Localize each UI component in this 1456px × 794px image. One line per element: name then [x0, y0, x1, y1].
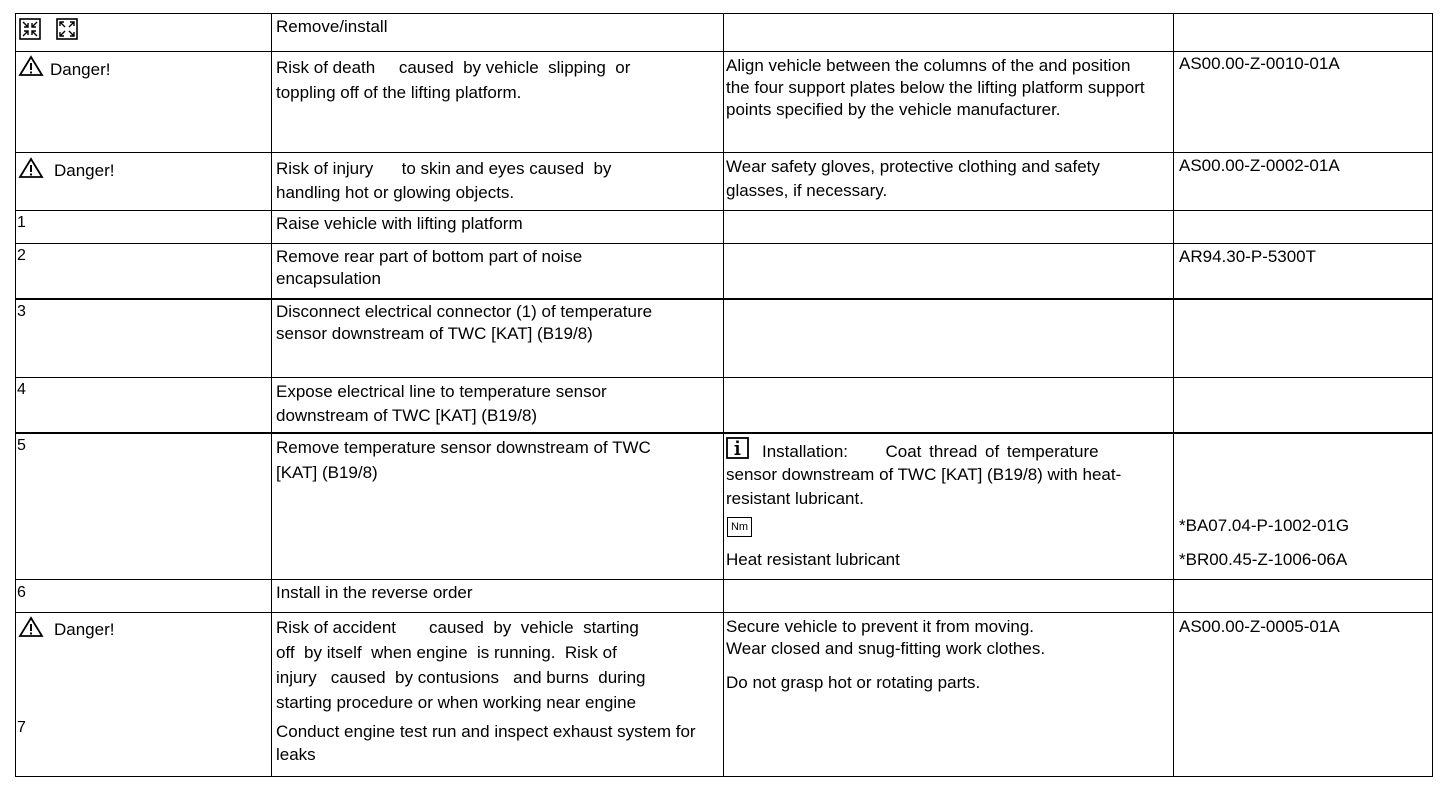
step-number: 3: [17, 303, 26, 320]
step-number: 7: [17, 719, 26, 736]
install-icon: [56, 18, 78, 40]
row-divider: [15, 13, 1433, 14]
description-line: Risk of injury to skin and eyes caused by: [276, 159, 612, 178]
description-line: handling hot or glowing objects.: [276, 183, 515, 202]
header-title: Remove/install: [276, 17, 388, 36]
row-divider: [15, 51, 1433, 52]
row-divider: [15, 243, 1433, 244]
danger-label: Danger!: [54, 161, 115, 180]
danger-description: [276, 55, 696, 105]
warning-triangle-icon: [18, 616, 44, 638]
step-number: 4: [17, 381, 26, 398]
reference-link[interactable]: *BA07.04-P-1002-01G: [1179, 516, 1350, 535]
description-line: toppling off of the lifting platform.: [276, 83, 522, 102]
step-number: 1: [17, 214, 26, 231]
description-line: injury caused by contusions and burns during: [276, 668, 646, 687]
danger-action: Wear closed and snug-fitting work clothes.: [726, 639, 1046, 658]
row-divider: [15, 210, 1433, 211]
step-description: Remove rear part of bottom part of noise encapsulation: [276, 247, 583, 288]
table-border-bottom: [15, 776, 1433, 777]
danger-action: Secure vehicle to prevent it from moving.: [726, 617, 1035, 636]
reference-link[interactable]: *BR00.45-Z-1006-06A: [1179, 550, 1348, 569]
description-line: Risk of accident caused by vehicle starting: [276, 618, 639, 637]
lubricant-label: Heat resistant lubricant: [726, 550, 900, 569]
danger-description: [276, 615, 706, 715]
step-number: 2: [17, 247, 26, 264]
column-divider: [271, 13, 272, 777]
row-divider: [15, 298, 1433, 300]
danger-label: Danger!: [54, 620, 115, 639]
reference-link[interactable]: AS00.00-Z-0005-01A: [1179, 617, 1340, 636]
danger-description: [276, 157, 696, 205]
description-line: Risk of death caused by vehicle slipping or: [276, 58, 631, 77]
torque-icon: Nm: [727, 517, 752, 537]
reference-link[interactable]: AS00.00-Z-0010-01A: [1179, 54, 1340, 73]
installation-note-head: [762, 441, 1099, 463]
row-divider: [15, 377, 1433, 378]
step-description: Conduct engine test run and inspect exhaust system for leaks: [276, 722, 696, 764]
table-border-left: [15, 13, 16, 777]
installation-label: Installation:: [762, 442, 848, 461]
description-line: off by itself when engine is running. Risk of: [276, 643, 617, 662]
reference-link[interactable]: AS00.00-Z-0002-01A: [1179, 156, 1340, 175]
step-description: Raise vehicle with lifting platform: [276, 214, 523, 233]
step-description: Expose electrical line to temperature sensor downstream of TWC [KAT] (B19/8): [276, 382, 607, 425]
installation-note-text: Coat thread of temperature: [885, 442, 1099, 461]
step-description: Remove temperature sensor downstream of TWC [KAT] (B19/8): [276, 438, 651, 482]
danger-label: Danger!: [50, 60, 111, 79]
row-divider: [15, 152, 1433, 153]
table-border-right: [1432, 13, 1433, 777]
step-description: Disconnect electrical connector (1) of temperature sensor downstream of TWC [KAT] (B19/8): [276, 302, 653, 343]
row-divider: [15, 432, 1433, 434]
row-divider: [15, 579, 1433, 580]
procedure-table: [15, 13, 1433, 777]
danger-action: Do not grasp hot or rotating parts.: [726, 673, 981, 692]
column-divider: [723, 13, 724, 777]
remove-icon: [19, 18, 41, 40]
reference-link[interactable]: AR94.30-P-5300T: [1179, 247, 1317, 266]
danger-action: Wear safety gloves, protective clothing and safety glasses, if necessary.: [726, 157, 1100, 200]
danger-action: Align vehicle between the columns of the and position the four support plates below the lifting platform support points specified by the vehicle manufacturer.: [726, 56, 1145, 119]
row-divider: [15, 612, 1433, 613]
step-number: 5: [17, 437, 26, 454]
column-divider: [1173, 13, 1174, 777]
info-icon: [726, 437, 749, 459]
description-line: starting procedure or when working near engine: [276, 693, 637, 712]
step-description: Install in the reverse order: [276, 583, 473, 602]
step-number: 6: [17, 584, 26, 601]
installation-note-body: sensor downstream of TWC [KAT] (B19/8) with heat-resistant lubricant.: [726, 465, 1122, 508]
warning-triangle-icon: [18, 157, 44, 179]
warning-triangle-icon: [18, 55, 44, 77]
